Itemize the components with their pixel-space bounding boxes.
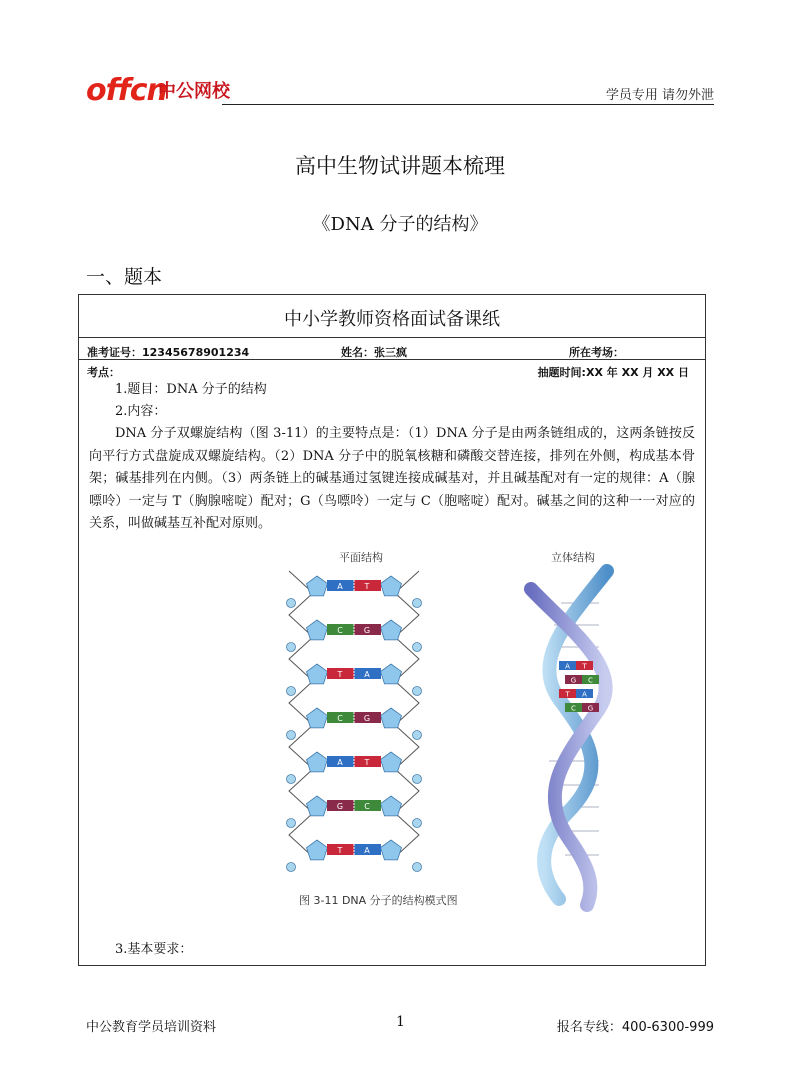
section-heading: 一、题本 <box>86 266 163 288</box>
deoxyribose-sugar <box>381 796 402 816</box>
deoxyribose-sugar <box>307 840 328 860</box>
phosphate <box>413 819 422 828</box>
deoxyribose-sugar <box>307 752 328 772</box>
phosphate <box>287 775 296 784</box>
deoxyribose-sugar <box>307 664 328 684</box>
base-letter: C <box>364 802 370 811</box>
paper-divider-top <box>79 337 705 338</box>
base-letter: G <box>363 626 371 635</box>
deoxyribose-sugar <box>381 840 402 860</box>
base-letter: G <box>363 714 371 723</box>
base-letter: C <box>337 714 343 723</box>
plane-structure-label: 平面结构 <box>339 551 383 564</box>
base-letter: A <box>364 846 370 855</box>
helix-base-letter: G <box>570 676 577 685</box>
exam-number: 准考证号：12345678901234 <box>87 346 250 359</box>
deoxyribose-sugar <box>307 708 328 728</box>
page-number: 1 <box>396 1014 405 1030</box>
paper-title: 中小学教师资格面试备课纸 <box>284 309 500 330</box>
phosphate <box>287 819 296 828</box>
phosphate <box>413 863 422 872</box>
helix-base-letter: C <box>588 676 593 685</box>
paper-divider-info <box>79 359 705 360</box>
base-letter: T <box>364 758 370 767</box>
helix-base-letter: G <box>587 704 594 713</box>
header-notice: 学员专用 请勿外泄 <box>605 88 714 103</box>
base-letter: A <box>337 758 343 767</box>
phosphate <box>287 731 296 740</box>
document-title: 高中生物试讲题本梳理 <box>295 154 505 178</box>
item-basic-requirements: 3.基本要求： <box>115 942 193 957</box>
item-topic: 1.题目：DNA 分子的结构 <box>115 382 267 397</box>
deoxyribose-sugar <box>307 620 328 640</box>
phosphate <box>287 863 296 872</box>
base-letter: C <box>337 626 343 635</box>
phosphate <box>413 599 422 608</box>
phosphate <box>413 687 422 696</box>
dna-structure-figure <box>269 549 595 909</box>
plane-structure-diagram <box>287 571 422 872</box>
phosphate <box>413 731 422 740</box>
base-letter: T <box>337 670 343 679</box>
footer-hotline: 报名专线：400-6300-999 <box>556 1020 714 1035</box>
exam-venue: 所在考场： <box>569 346 624 359</box>
deoxyribose-sugar <box>381 620 402 640</box>
item-content-label: 2.内容： <box>115 404 167 419</box>
figure-caption: 图 3-11 DNA 分子的结构模式图 <box>299 894 458 907</box>
base-letter: A <box>364 670 370 679</box>
footer-left: 中公教育学员培训资料 <box>86 1020 217 1035</box>
helix-base-letter: A <box>565 662 570 671</box>
helix-structure-label: 立体结构 <box>551 551 595 564</box>
logo-chinese: 中公网校 <box>158 81 230 102</box>
phosphate <box>287 687 296 696</box>
deoxyribose-sugar <box>307 576 328 596</box>
logo-wordmark: offcn <box>86 73 167 108</box>
deoxyribose-sugar <box>381 752 402 772</box>
offcn-logo <box>86 74 236 108</box>
base-letter: A <box>337 582 343 591</box>
base-letter: T <box>337 846 343 855</box>
header-rule <box>222 104 714 105</box>
phosphate <box>287 599 296 608</box>
lesson-prep-paper <box>78 294 706 966</box>
phosphate <box>413 643 422 652</box>
helix-base-letter: T <box>582 662 587 671</box>
base-letter: T <box>364 582 370 591</box>
document-subtitle: 《DNA 分子的结构》 <box>312 214 488 235</box>
deoxyribose-sugar <box>381 576 402 596</box>
candidate-name: 姓名：张三疯 <box>341 346 407 359</box>
phosphate <box>287 643 296 652</box>
helix-base-letter: A <box>582 690 587 699</box>
double-helix-illustration <box>531 571 607 905</box>
deoxyribose-sugar <box>307 796 328 816</box>
deoxyribose-sugar <box>381 708 402 728</box>
phosphate <box>413 775 422 784</box>
base-letter: G <box>336 802 344 811</box>
helix-base-pairs <box>559 661 599 713</box>
deoxyribose-sugar <box>381 664 402 684</box>
content-paragraph: DNA 分子双螺旋结构（图 3-11）的主要特点是：（1）DNA 分子是由两条链组成的，这两条链按反向平行方式盘旋成双螺旋结构。（2）DNA 分子中的脱氧核糖和磷酸交替连接，排列在外侧，构成基本骨架；碱基排列在内侧。（3）两条链上的碱基通过氢键连接成碱基对，并且碱基配对有一定的规律：A（腺嘌呤）一定与 T（胸腺嘧啶）配对；G（鸟嘌呤）一定与 C（胞嘧啶）配对。碱基之间的这种一一对应的关系，叫做碱基互补配对原则。 <box>89 426 695 531</box>
exam-site-label: 考点： <box>87 366 120 379</box>
helix-base-letter: C <box>571 704 576 713</box>
helix-base-letter: T <box>565 690 570 699</box>
draw-time: 抽题时间:XX 年 XX 月 XX 日 <box>537 366 689 379</box>
